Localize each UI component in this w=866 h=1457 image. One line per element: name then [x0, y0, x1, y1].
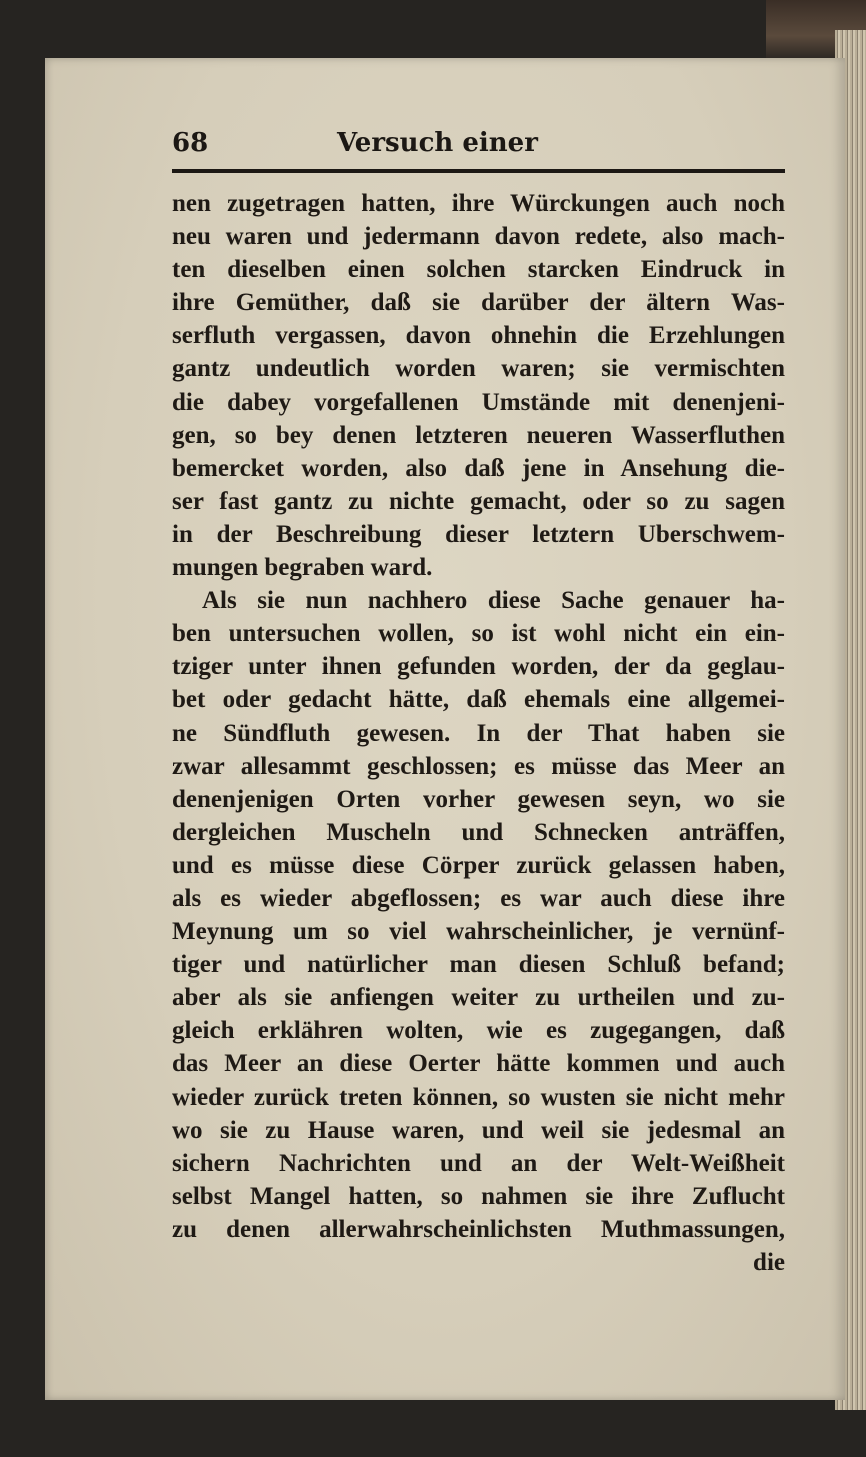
text-line: ihre Gemüther, daß sie darüber der ältern Was- [172, 289, 785, 317]
text-line: mungen begraben ward. [172, 554, 433, 582]
text-line: ten dieselben einen solchen starcken Eindruck in [172, 256, 785, 284]
text-line: aber als sie anfiengen weiter zu urtheilen und zu- [172, 984, 785, 1012]
text-line: neu waren und jedermann davon redete, also mach- [172, 223, 785, 251]
text-line: Meynung um so viel wahrscheinlicher, je vernünf- [172, 918, 785, 946]
text-line: zu denen allerwahrscheinlichsten Muthmassungen, [172, 1215, 785, 1243]
text-line: zwar allesammt geschlossen; es müsse das Meer an [172, 752, 785, 780]
text-line: bemercket worden, also daß jene in Ansehung die- [172, 454, 785, 482]
text-line: gantz undeutlich worden waren; sie vermischten [172, 355, 785, 383]
text-line: ben untersuchen wollen, so ist wohl nicht ein ein- [172, 620, 785, 648]
text-line: dergleichen Muscheln und Schnecken anträffen, [172, 818, 785, 846]
text-line: ne Sündfluth gewesen. In der That haben sie [172, 719, 785, 747]
text-line: selbst Mangel hatten, so nahmen sie ihre Zuflucht [172, 1182, 785, 1210]
text-line: Als sie nun nachhero diese Sache genauer ha- [202, 587, 785, 615]
text-line: als es wieder abgeflossen; es war auch diese ihre [172, 884, 785, 912]
page-number: 68 [172, 128, 209, 158]
text-line: in der Beschreibung dieser letztern Uberschwem- [172, 520, 785, 548]
text-line: bet oder gedacht hätte, daß ehemals eine allgemei- [172, 686, 785, 714]
text-line: nen zugetragen hatten, ihre Würckungen auch noch [172, 190, 785, 217]
text-line: serfluth vergassen, davon ohnehin die Erzehlungen [172, 322, 785, 350]
text-line: ser fast gantz zu nichte gemacht, oder so zu sagen [172, 487, 785, 515]
text-line: wo sie zu Hause waren, und weil sie jedesmal an [172, 1116, 785, 1144]
text-line: und es müsse diese Cörper zurück gelassen haben, [172, 851, 785, 879]
text-line: das Meer an diese Oerter hätte kommen und auch [172, 1050, 785, 1078]
text-line: gleich erklähren wolten, wie es zugegangen, daß [172, 1017, 785, 1045]
text-line: wieder zurück treten können, so wusten sie nicht mehr [172, 1083, 785, 1111]
text-line: denenjenigen Orten vorher gewesen seyn, wo sie [172, 785, 785, 813]
text-line: tiger und natürlicher man diesen Schluß befand; [172, 951, 785, 979]
text-line: die dabey vorgefallenen Umstände mit denenjeni- [172, 388, 785, 416]
text-line: tziger unter ihnen gefunden worden, der da geglau- [172, 653, 785, 681]
text-line: sichern Nachrichten und an der Welt-Weißheit [172, 1149, 785, 1177]
text-line: gen, so bey denen letzteren neueren Wasserfluthen [172, 421, 785, 449]
header-rule [172, 169, 785, 173]
catchword: die [753, 1249, 785, 1276]
page-body [172, 187, 785, 1279]
page-header [172, 128, 785, 164]
running-title: Versuch einer [337, 128, 538, 158]
